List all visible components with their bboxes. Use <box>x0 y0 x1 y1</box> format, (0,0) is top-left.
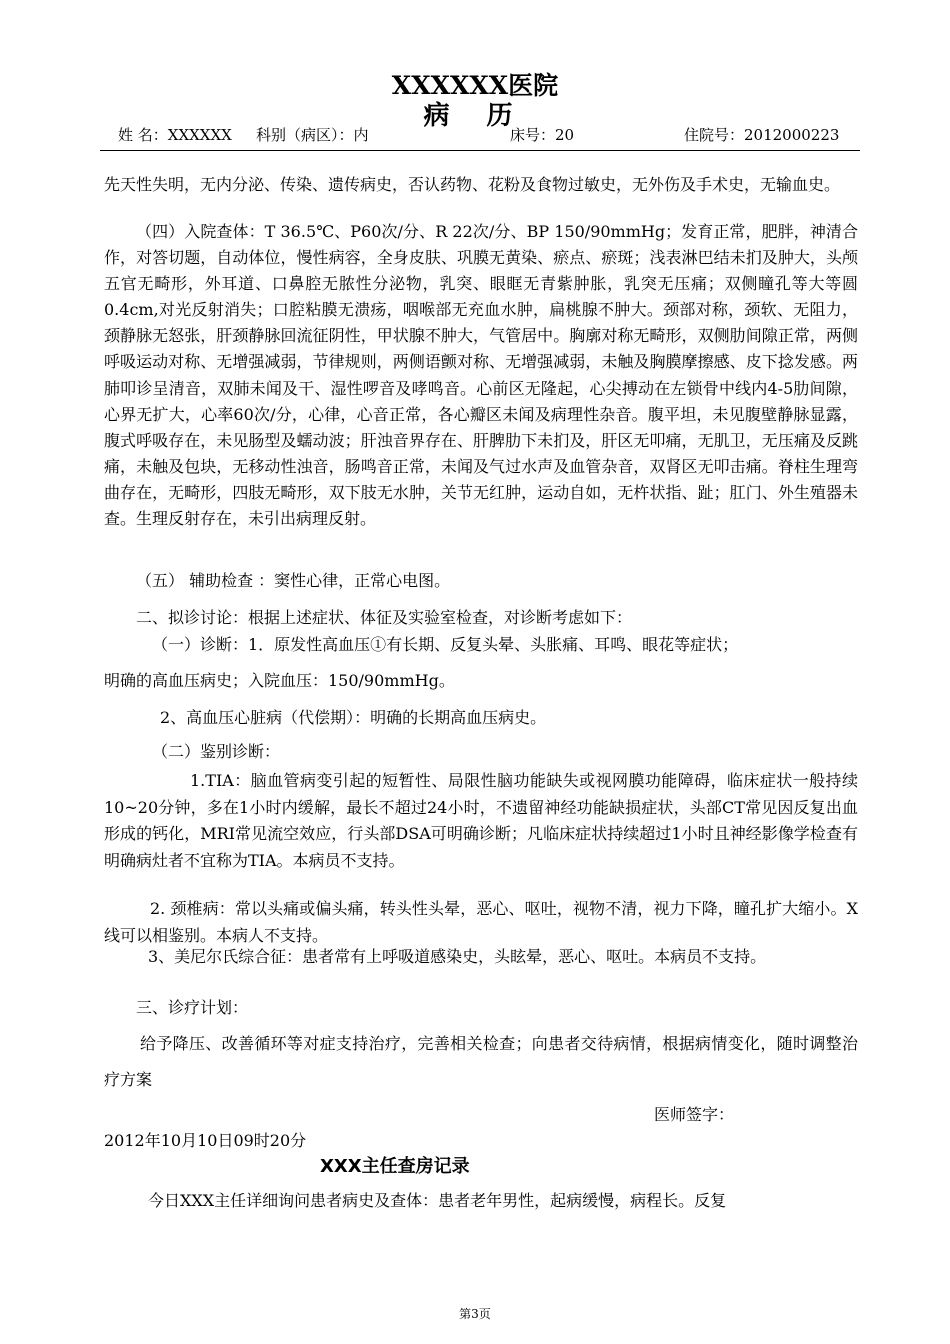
department: 科别（病区）：内 <box>256 126 369 144</box>
treatment-plan: 给予降压、改善循环等对症支持治疗，完善相关检查；向患者交待病情，根据病情变化，随时调整治疗方案 <box>104 1034 858 1089</box>
diagnosis-line-2: 明确的高血压病史；入院血压：150/90mmHg。 <box>104 671 455 690</box>
admission-number: 住院号：2012000223 <box>684 126 840 144</box>
differential-meniere: 3、美尼尔氏综合征：患者常有上呼吸道感染史，头眩晕，恶心、呕吐。本病员不支持。 <box>148 947 767 966</box>
page-number: 第3页 <box>459 1307 491 1321</box>
document-title: 病 历 <box>423 101 527 131</box>
hospital-name: XXXXXX医院 <box>391 71 559 100</box>
treatment-plan-heading: 三、诊疗计划： <box>136 998 249 1017</box>
header-divider <box>100 150 860 151</box>
diagnosis-line-1: （一）诊断：1．原发性高血压①有长期、反复头晕、头胀痛、耳鸣、眼花等症状； <box>152 635 739 654</box>
bed-number: 床号：20 <box>510 126 575 144</box>
patient-name: 姓 名：XXXXXX <box>118 126 232 144</box>
differential-cervical: 2. 颈椎病：常以头痛或偏头痛，转头性头晕，恶心、呕吐，视物不清，视力下降，瞳孔扩大缩小。X线可以相鉴别。本病人不支持。 <box>104 899 858 945</box>
differential-heading: （二）鉴别诊断： <box>152 742 281 761</box>
auxiliary-exam: （五） 辅助检查 ：窦性心律，正常心电图。 <box>136 571 451 590</box>
ward-round-title: XXX主任查房记录 <box>320 1156 470 1177</box>
record-datetime: 2012年10月10日09时20分 <box>104 1131 307 1150</box>
history-paragraph: 先天性失明，无内分泌、传染、遗传病史，否认药物、花粉及食物过敏史，无外伤及手术史，无输血史。 <box>104 175 841 194</box>
doctor-signature-label: 医师签字： <box>654 1105 735 1124</box>
diagnosis-item-2: 2、高血压心脏病（代偿期）：明确的长期高血压病史。 <box>160 708 547 727</box>
diagnosis-discussion-heading: 二、拟诊讨论：根据上述症状、体征及实验室检查，对诊断考虑如下： <box>136 608 633 627</box>
ward-round-paragraph: 今日XXX主任详细询问患者病史及查体：患者老年男性，起病缓慢，病程长。反复 <box>148 1191 727 1210</box>
physical-exam-paragraph: （四）入院查体：T 36.5℃、P60次/分、R 22次/分、BP 150/90mmHg；发育正常，肥胖，神清合作，对答切题，自动体位，慢性病容，全身皮肤、巩膜无黄染、瘀点、瘀斑；浅表淋巴结未扪及肿大，头颅五官无畸形，外耳道、口鼻腔无脓性分泌物，乳突、眼眶无青紫肿胀，乳突无压痛；双侧瞳孔等大等圆0.4cm,对光反射消失；口腔粘膜无溃疡，咽喉部无充血水肿，扁桃腺不肿大。颈部对称，颈软、无阻力，颈静脉无怒张，肝颈静脉回流征阴性，甲状腺不肿大，气管居中。胸廓对称无畸形，双侧肋间隙正常，两侧呼吸运动对称、无增强减弱，节律规则，两侧语颤对称、无增强减弱，未触及胸膜摩擦感、皮下捻发感。两肺叩诊呈清音，双肺未闻及干、湿性啰音及哮鸣音。心前区无隆起，心尖搏动在左锁骨中线内4-5肋间隙，心界无扩大，心率60次/分，心律，心音正常，各心瓣区未闻及病理性杂音。腹平坦，未见腹壁静脉显露，腹式呼吸存在，未见肠型及蠕动波；肝浊音界存在、肝脾肋下未扪及，肝区无叩痛，无肌卫，无压痛及反跳痛，未触及包块，无移动性浊音，肠鸣音正常，未闻及气过水声及血管杂音，双肾区无叩击痛。脊柱生理弯曲存在，无畸形，四肢无畸形，双下肢无水肿，关节无红肿，运动自如，无杵状指、趾；肛门、外生殖器未查。生理反射存在，未引出病理反射。 <box>104 222 858 529</box>
differential-tia: 1.TIA：脑血管病变引起的短暂性、局限性脑功能缺失或视网膜功能障碍，临床症状一般持续10~20分钟，多在1小时内缓解，最长不超过24小时，不遗留神经功能缺损症状，头部CT常见因反复出血形成的钙化，MRI常见流空效应，行头部DSA可明确诊断；凡临床症状持续超过1小时且神经影像学检查有明确病灶者不宜称为TIA。本病员不支持。 <box>104 771 858 870</box>
